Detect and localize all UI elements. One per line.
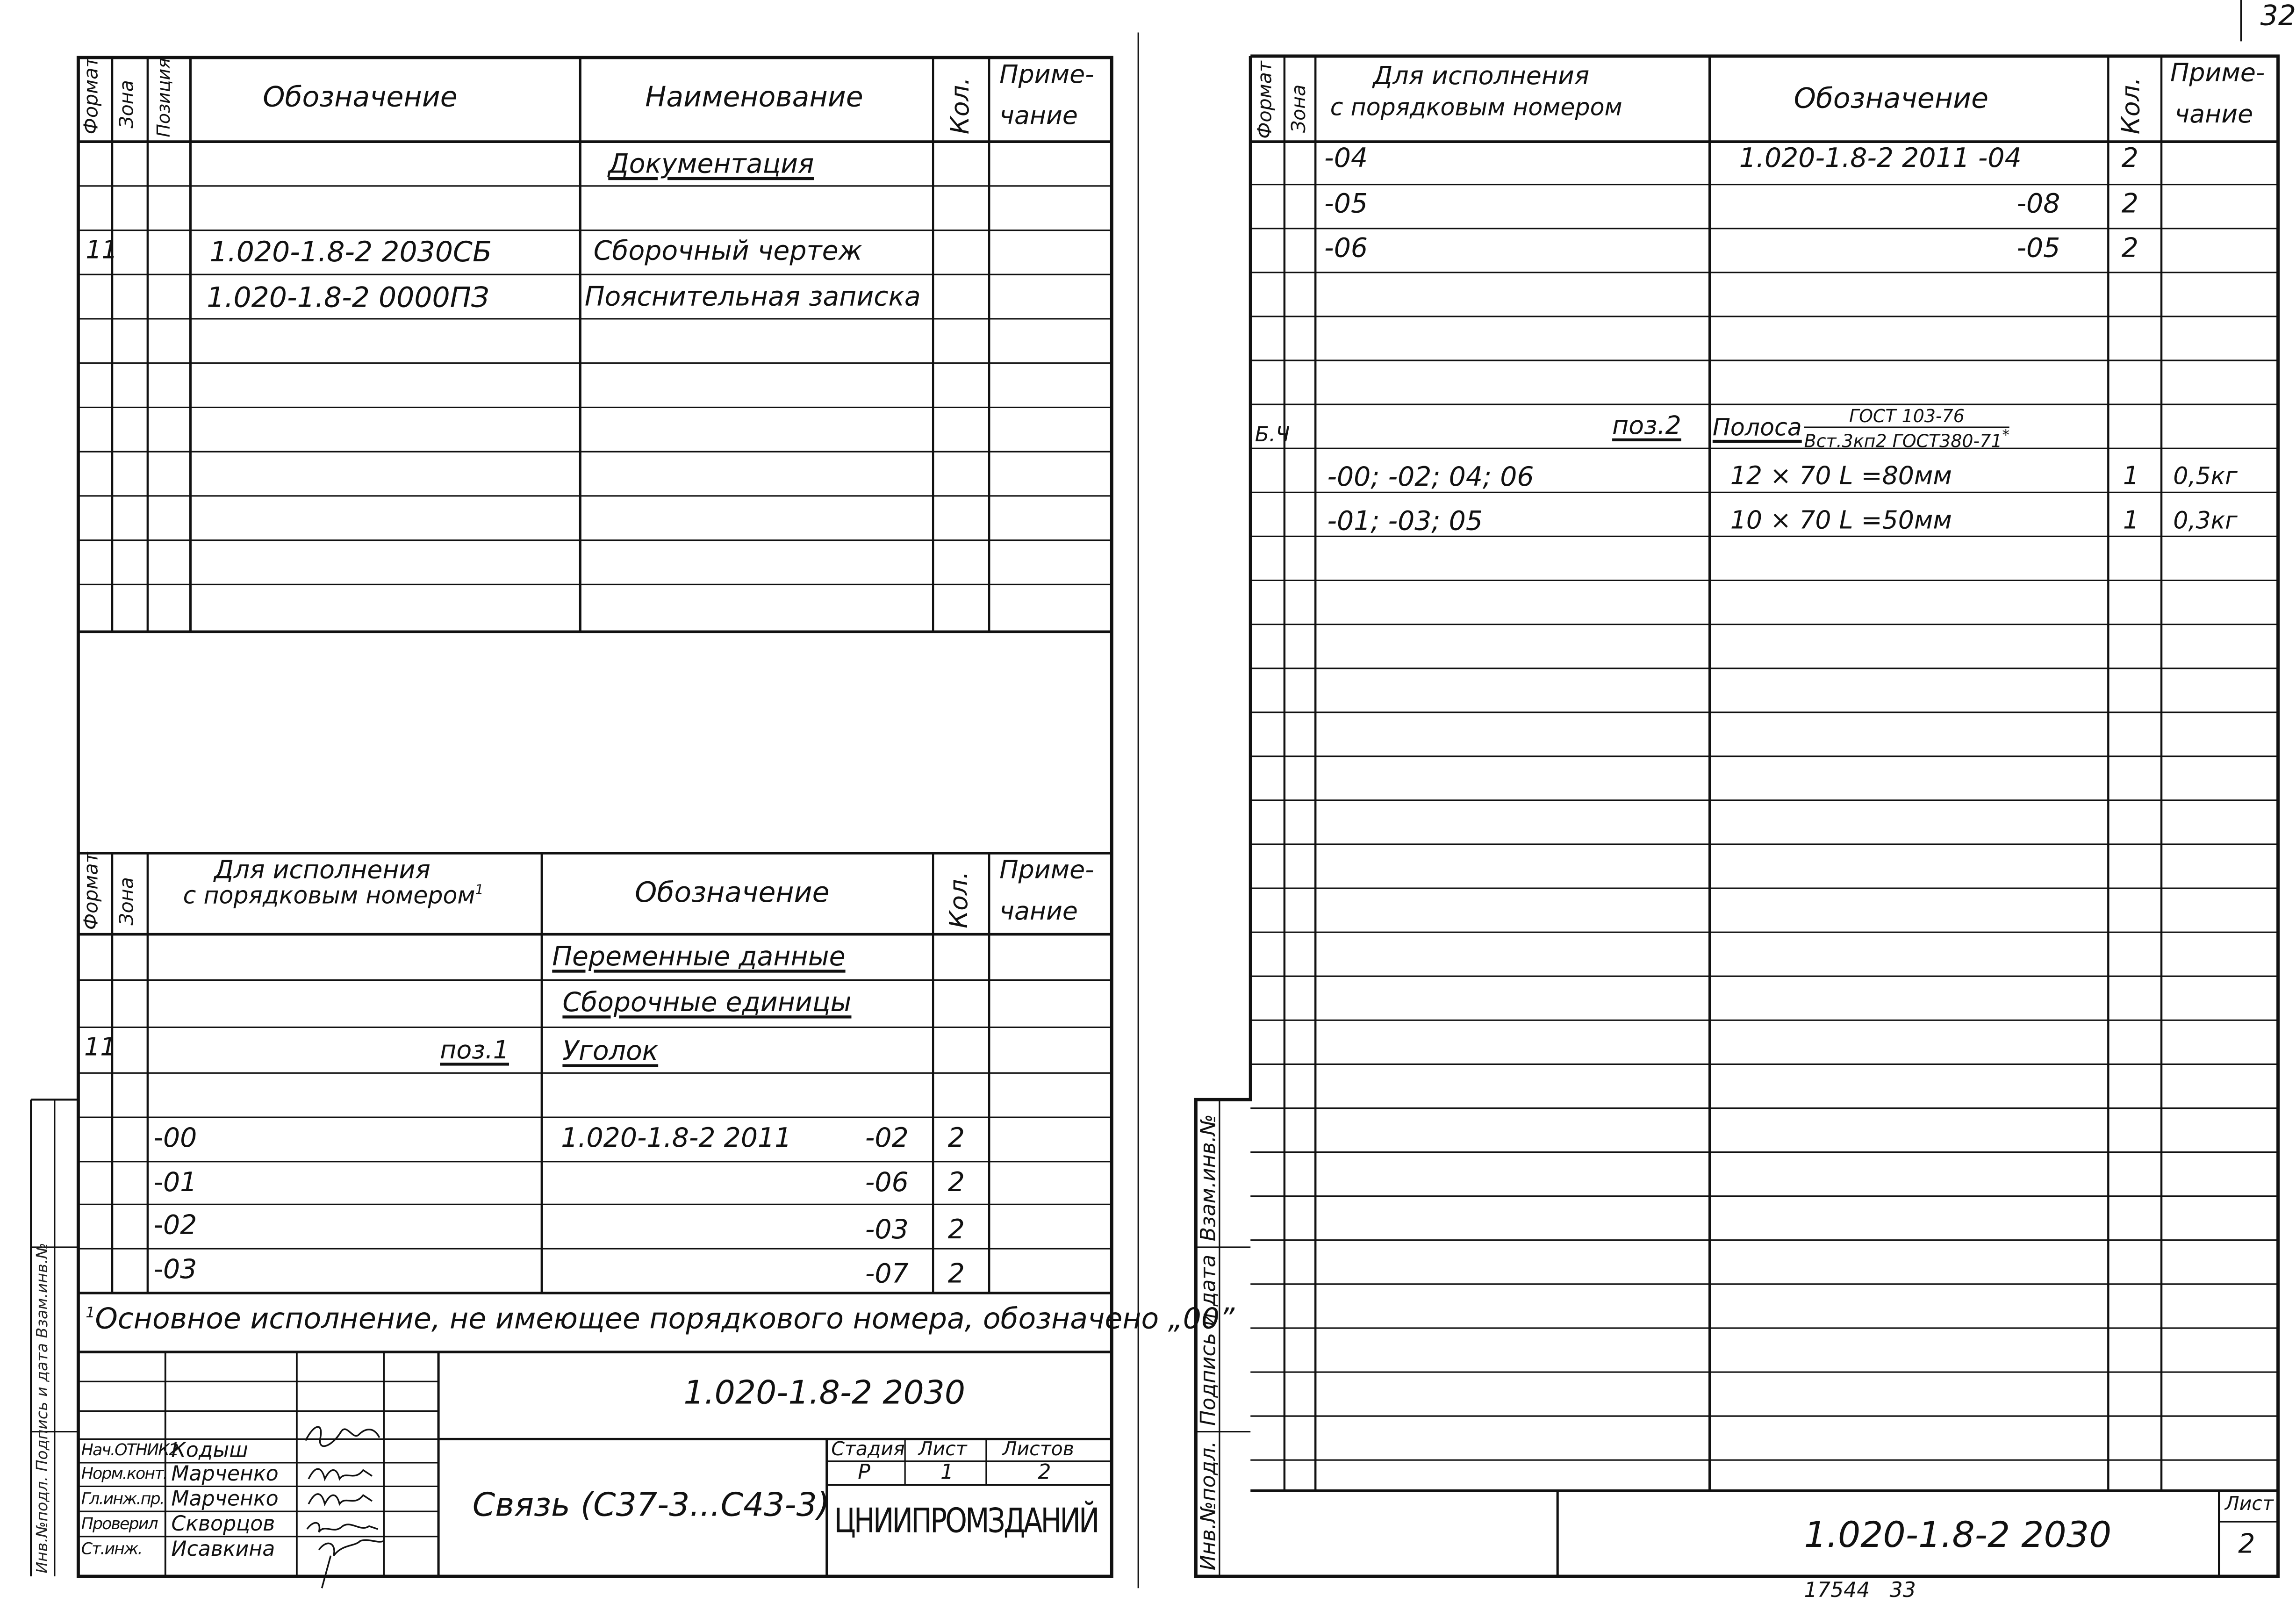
strip-standard: ГОСТ 103-76 Вст.3кп2 ГОСТ380-71*	[1804, 406, 2010, 452]
variant-version: -03	[153, 1254, 197, 1286]
right-variant-qty: 2	[2121, 233, 2138, 265]
signature-isavkina	[310, 1535, 387, 1594]
var-header-qty: Кол.	[945, 871, 975, 928]
sheet-value: 1	[940, 1461, 954, 1485]
var-header-version-line1: Для исполнения	[214, 856, 430, 886]
variant-suffix: -03	[865, 1215, 909, 1246]
right-variant-version: -04	[1324, 143, 1368, 174]
right-variant-qty: 2	[2121, 189, 2138, 220]
right-header-note-bottom: чание	[2174, 100, 2253, 130]
role-name: Марченко	[171, 1462, 279, 1487]
strip-row-note: 0,3кг	[2173, 506, 2238, 534]
var-header-format: Формат	[81, 852, 104, 930]
role-label: Гл.инж.пр.	[81, 1489, 164, 1509]
right-variant-version: -06	[1324, 233, 1368, 265]
right-header-zone: Зона	[1289, 84, 1311, 133]
left-header-note-bottom: чание	[999, 101, 1078, 131]
sheets-value: 2	[1038, 1461, 1051, 1485]
right-sheet-value: 2	[2238, 1529, 2255, 1560]
strip-row-note: 0,5кг	[2173, 462, 2238, 490]
left-header-zone: Зона	[116, 80, 139, 129]
variant-suffix: -02	[865, 1123, 909, 1155]
variant-qty: 2	[947, 1215, 965, 1246]
left-header-note-top: Приме-	[999, 60, 1094, 90]
strip-row-size: 10 × 70 L =50мм	[1730, 506, 1952, 536]
right-variant-designation: -08	[2016, 189, 2060, 220]
stage-label: Стадия	[831, 1439, 905, 1461]
right-header-qty: Кол.	[2117, 77, 2147, 135]
doc-row-name: Пояснительная записка	[584, 282, 921, 313]
strip-row-qty: 1	[2123, 462, 2139, 492]
right-stamp-replaces: Взам.инв.№	[1197, 1114, 1221, 1242]
sheet-label: Лист	[918, 1439, 967, 1461]
right-variant-version: -05	[1324, 189, 1368, 220]
organization-name: ЦНИИПРОМЗДАНИЙ	[834, 1502, 1098, 1541]
corner-mark: 32	[2260, 0, 2296, 33]
right-stamp-inv-no: Инв.№подл.	[1197, 1441, 1221, 1571]
right-variant-designation: -05	[2016, 233, 2060, 265]
variant-qty: 2	[947, 1123, 965, 1155]
left-header-designation: Обозначение	[263, 81, 458, 114]
role-label: Норм.конт.	[81, 1464, 167, 1484]
variant-qty: 2	[947, 1167, 965, 1199]
strip-name: Полоса	[1712, 413, 1802, 442]
role-name: Скворцов	[171, 1513, 275, 1537]
left-header-position: Позиция	[153, 58, 174, 137]
variant-suffix: -06	[865, 1167, 909, 1199]
var-header-note-bottom: чание	[999, 897, 1078, 927]
right-variant-designation: 1.020-1.8-2 2011 -04	[1739, 143, 2022, 174]
stage-value: Р	[858, 1461, 870, 1485]
pos1-format: 11	[84, 1033, 116, 1063]
signature-marchenko-1	[304, 1461, 378, 1488]
role-name: Исавкина	[171, 1538, 275, 1562]
right-variant-qty: 2	[2121, 143, 2138, 174]
pos1-label: поз.1	[440, 1036, 509, 1066]
right-header-version-line1: Для исполнения	[1373, 62, 1590, 92]
left-drawing-title: Связь (С37-3...С43-3)	[472, 1488, 830, 1525]
right-header-format: Формат	[1255, 61, 1277, 139]
right-header-designation: Обозначение	[1794, 82, 1989, 115]
right-header-note-top: Приме-	[2170, 59, 2265, 89]
variant-version: -01	[153, 1167, 197, 1199]
role-name: Марченко	[171, 1488, 279, 1512]
role-label: Проверил	[81, 1514, 158, 1534]
right-stamp-sign-date: Подпись и дата	[1197, 1254, 1221, 1426]
strip-pos: поз.2	[1612, 411, 1681, 442]
documentation-title: Документация	[608, 149, 814, 180]
var-header-version-line2: с порядковым номером$^1$	[183, 881, 484, 909]
left-header-name: Наименование	[645, 81, 863, 114]
var-header-designation: Обозначение	[635, 877, 830, 909]
signature-kodysh	[300, 1420, 382, 1449]
left-header-qty: Кол.	[946, 77, 976, 135]
variant-qty: 2	[947, 1259, 965, 1290]
signature-marchenko-2	[304, 1486, 378, 1513]
footnote: $^1$Основное исполнение, не имеющее порядкового номера, обозначено „00”	[86, 1301, 1234, 1336]
role-label: Нач.ОТНИК2	[81, 1440, 179, 1460]
sheets-label: Листов	[1002, 1439, 1075, 1461]
left-doc-number: 1.020-1.8-2 2030	[683, 1375, 966, 1413]
right-header-version-line2: с порядковым номером	[1330, 93, 1622, 121]
right-sheet-label: Лист	[2224, 1494, 2274, 1516]
pos1-name: Уголок	[562, 1036, 659, 1067]
assembly-units-title: Сборочные единицы	[562, 987, 852, 1019]
variable-data-title: Переменные данные	[552, 942, 846, 973]
strip-row-size: 12 × 70 L =80мм	[1730, 462, 1952, 492]
strip-row-version: -00; -02; 04; 06	[1327, 462, 1534, 493]
doc-row-designation: 1.020-1.8-2 2030СБ	[209, 236, 492, 269]
bottom-stamp: 17544 33	[1804, 1579, 1916, 1603]
doc-row-designation: 1.020-1.8-2 0000ПЗ	[207, 282, 489, 315]
doc-row-format: 11	[86, 236, 118, 266]
right-doc-number: 1.020-1.8-2 2030	[1804, 1514, 2112, 1556]
variant-suffix: -07	[865, 1259, 909, 1290]
left-side-stamp: Инв.№подл. Подпись и дата Взам.инв.№	[34, 1243, 52, 1574]
strip-format: Б.Ч	[1255, 424, 1290, 447]
strip-row-version: -01; -03; 05	[1327, 506, 1483, 538]
role-label: Ст.инж.	[81, 1539, 142, 1559]
var-header-note-top: Приме-	[999, 856, 1094, 886]
variant-designation: 1.020-1.8-2 2011	[561, 1123, 792, 1155]
variant-version: -00	[153, 1123, 197, 1155]
doc-row-name: Сборочный чертеж	[593, 236, 862, 267]
var-header-zone: Зона	[116, 877, 139, 926]
left-header-format: Формат	[81, 56, 104, 135]
role-name: Кодыш	[171, 1439, 248, 1463]
variant-version: -02	[153, 1210, 197, 1242]
strip-row-qty: 1	[2123, 506, 2139, 536]
